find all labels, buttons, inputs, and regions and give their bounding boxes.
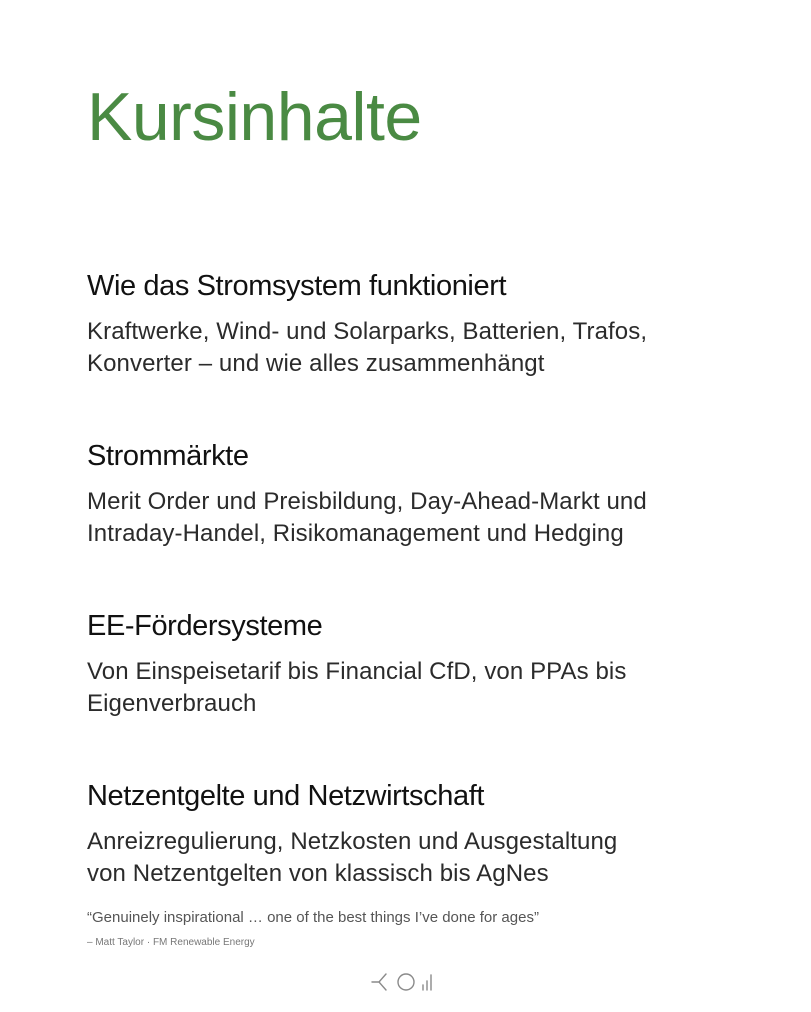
section-description-line: Intraday-Handel, Risikomanagement und Hedging <box>87 520 624 547</box>
page-title: Kursinhalte <box>87 79 422 155</box>
section-renewable-support <box>87 606 787 776</box>
testimonial-attribution: – Matt Taylor · FM Renewable Energy <box>87 937 255 948</box>
section-description <box>87 826 787 890</box>
section-heading: Strommärkte <box>87 440 249 472</box>
section-heading: EE-Fördersysteme <box>87 610 323 642</box>
course-contents <box>87 266 787 946</box>
section-description-line: Eigenverbrauch <box>87 690 257 717</box>
section-power-system <box>87 266 787 436</box>
testimonial-quote: “Genuinely inspirational … one of the best things I’ve done for ages” <box>87 909 539 926</box>
section-heading: Netzentgelte und Netzwirtschaft <box>87 780 485 812</box>
section-description-line: Konverter – und wie alles zusammenhängt <box>87 350 545 377</box>
section-power-markets <box>87 436 787 606</box>
section-description <box>87 486 787 550</box>
section-description-line: Anreizregulierung, Netzkosten und Ausgestaltung <box>87 828 618 855</box>
section-description-line: Merit Order und Preisbildung, Day-Ahead-Markt und <box>87 488 647 515</box>
section-description-line: Kraftwerke, Wind- und Solarparks, Batterien, Trafos, <box>87 318 648 345</box>
section-description-line: von Netzentgelten von klassisch bis AgNes <box>87 860 549 887</box>
section-description <box>87 656 787 720</box>
brand-logo-icon <box>370 970 440 994</box>
section-heading: Wie das Stromsystem funktioniert <box>87 270 507 302</box>
section-description-line: Von Einspeisetarif bis Financial CfD, von PPAs bis <box>87 658 627 685</box>
section-description <box>87 316 787 380</box>
